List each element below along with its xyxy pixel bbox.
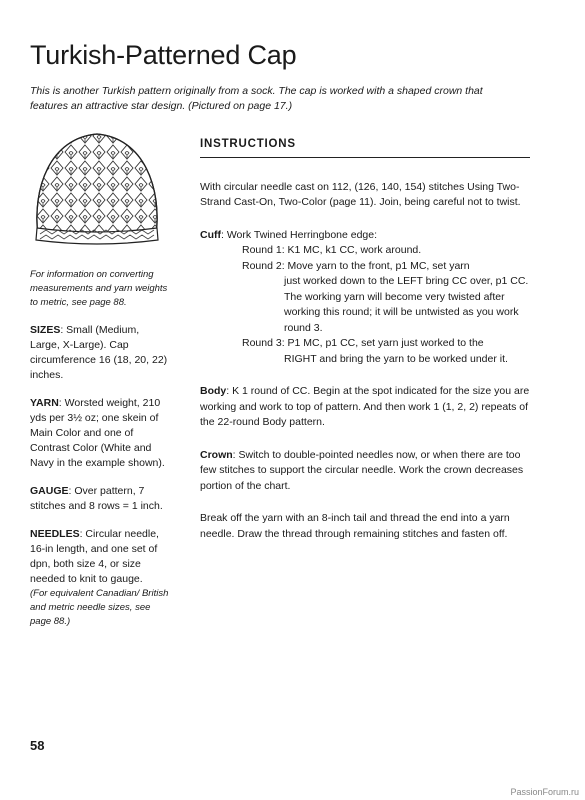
round-2-label: Round 2: [242,259,285,272]
round-2-text: Move yarn to the front, p1 MC, set yarn [284,259,470,272]
watermark: PassionForum.ru [510,787,579,797]
intro-text: This is another Turkish pattern originally from a sock. The cap is worked with a shaped crown that features an attractive star design. (Pictured on page 17.) [30,85,483,112]
cuff-text: : Work Twined Herringbone edge: [221,228,378,241]
round-1 [200,243,530,259]
gauge-label: GAUGE [30,485,69,497]
yarn-section [30,396,170,471]
body-label: Body [200,385,227,397]
round-2 [200,259,530,337]
sizes-text: : Small (Medium, Large, X-Large). Cap circumference 16 (18, 20, 22) inches. [30,324,168,381]
round-3-label: Round 3: [242,337,285,349]
body-section [200,384,530,431]
cuff-section [200,228,530,368]
round-3-text: P1 MC, p1 CC, set yarn just worked to the [284,337,484,349]
cuff-label: Cuff [200,228,221,241]
round-1-text: K1 MC, k1 CC, work around. [284,244,422,256]
instructions [200,137,530,559]
round-3 [200,336,530,367]
yarn-text: : Worsted weight, 210 yds per 3½ oz; one skein of Main Color and one of Contrast Color (White and Navy in the example shown). [30,397,165,469]
page-title: Turkish-Patterned Cap [30,40,297,70]
needles-section [30,527,170,629]
round-2-continued: just worked down to the LEFT bring CC over, p1 CC. The working yarn will become very twisted after working this round; it will be untwisted as you work round 3. [284,275,529,334]
crown-section [200,448,530,495]
metric-note: For information on converting measurements and yarn weights to metric, see page 88. [30,269,168,308]
round-3-continued: RIGHT and bring the yarn to be worked under it. [284,352,508,365]
sizes-label: SIZES [30,324,61,336]
yarn-label: YARN [30,397,59,409]
gauge-section [30,484,170,514]
crown-label: Crown [200,448,233,461]
cast-on-text: With circular needle cast on 112, (126, 140, 154) stitches Using Two-Strand Cast-On, Two-Color (page 11). Join, being careful not to twist. [200,180,521,208]
sizes-section [30,323,170,383]
crown-text: : Switch to double-pointed needles now, or when there are too few stitches to support the circular needle. Work the crown decreases portion of the chart. [200,448,524,492]
page-number: 58 [30,738,45,753]
round-1-label: Round 1: [242,244,285,256]
needles-text: : Circular needle, 16-in length, and one set of dpn, both size 4, or size needed to knit to gauge. [30,528,159,585]
needles-label: NEEDLES [30,528,80,540]
gauge-text: : Over pattern, 7 stitches and 8 rows = 1 inch. [30,485,163,512]
cap-illustration [22,128,172,248]
finish-text: Break off the yarn with an 8-inch tail and thread the end into a yarn needle. Draw the thread through remaining stitches and fasten off. [200,512,510,540]
needles-note: (For equivalent Canadian/ British and metric needle sizes, see page 88.) [30,588,169,627]
instructions-heading: INSTRUCTIONS [200,137,530,158]
sidebar [30,268,170,642]
body-text: : K 1 round of CC. Begin at the spot indicated for the size you are working and work to top of pattern. And then work 1 (1, 2, 2) repeats of the 22-round Body pattern. [200,385,530,428]
